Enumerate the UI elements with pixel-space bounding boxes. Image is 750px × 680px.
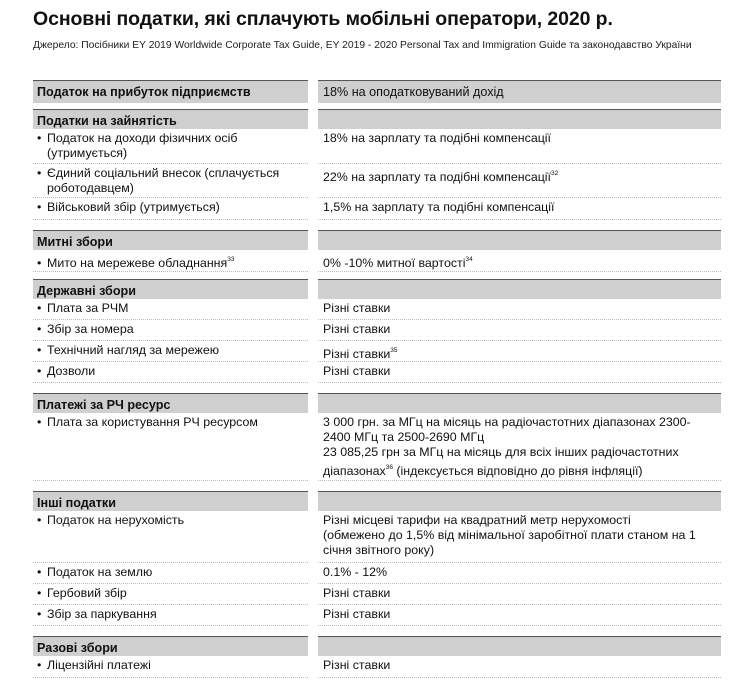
bullet: • (37, 364, 42, 378)
bullet: • (37, 200, 42, 214)
section-header-row (33, 279, 721, 299)
tax-name (33, 250, 308, 272)
tax-name-line1: Військовий збір (утримується) (47, 200, 220, 214)
section-header-row (33, 491, 721, 511)
tax-name-line1: Ліцензійні платежі (47, 658, 151, 672)
tax-value (318, 198, 721, 220)
section-header-row (33, 80, 721, 103)
tax-value (318, 584, 721, 605)
section-header-value: 18% на оподатковуваний дохід (318, 80, 721, 103)
tax-value-text: Різні ставки (323, 322, 391, 336)
table-row (33, 299, 721, 320)
table-row (33, 129, 721, 164)
tax-value (318, 362, 721, 383)
tax-name (33, 511, 308, 563)
tax-value-text: Різні ставки (323, 607, 391, 621)
tax-name (33, 198, 308, 220)
tax-name-line1: Мито на мережеве обладнання (47, 256, 228, 270)
tax-name (33, 129, 308, 164)
tax-name (33, 563, 308, 584)
tax-name (33, 320, 308, 341)
bullet: • (37, 658, 42, 672)
footnote-ref: 36 (385, 464, 393, 471)
table-row (33, 413, 721, 481)
section-header: Державні збори (33, 279, 308, 299)
table-row (33, 164, 721, 198)
footnote-ref: 34 (465, 256, 473, 263)
bullet: • (37, 256, 42, 270)
tax-name-line1: Гербовий збір (47, 586, 127, 600)
tax-value-line2: (обмежено до 1,5% від мінімальної заробітної плати станом на 1 (323, 528, 696, 542)
tax-name-line2: роботодавцем) (47, 181, 134, 195)
bullet: • (37, 607, 42, 621)
section-header-row (33, 230, 721, 250)
tax-value-line2: 2400 МГц та 2500-2690 МГц (323, 430, 485, 444)
table-row (33, 605, 721, 626)
tax-table (33, 80, 721, 678)
tax-value-line4: діапазонах (323, 464, 386, 478)
bullet: • (37, 513, 42, 527)
footnote-ref: 33 (227, 256, 235, 263)
tax-name-line1: Плата за РЧМ (47, 301, 129, 315)
tax-name-line1: Податок на доходи фізичних осіб (47, 131, 238, 145)
tax-value-text: Різні ставки (323, 364, 391, 378)
tax-name-line1: Технічний нагляд за мережею (47, 343, 219, 357)
tax-value-line1: 3 000 грн. за МГц на місяць на радіочастотних діапазонах 2300- (323, 415, 691, 429)
bullet: • (37, 322, 42, 336)
section-header: Податки на зайнятість (33, 109, 308, 129)
tax-name-line1: Податок на нерухомість (47, 513, 185, 527)
tax-value-line3: 23 085,25 грн за МГц на місяць для всіх інших радіочастотних (323, 445, 679, 459)
tax-value (318, 320, 721, 341)
section-header: Інші податки (33, 491, 308, 511)
bullet: • (37, 565, 42, 579)
table-row (33, 320, 721, 341)
tax-name (33, 362, 308, 383)
table-row (33, 563, 721, 584)
tax-value-text: 0.1% - 12% (323, 565, 388, 579)
tax-name (33, 341, 308, 362)
tax-value (318, 129, 721, 164)
tax-name-line1: Єдиний соціальний внесок (сплачується (47, 166, 280, 180)
tax-name (33, 584, 308, 605)
tax-name (33, 164, 308, 198)
tax-value-line1: Різні місцеві тарифи на квадратний метр нерухомості (323, 513, 631, 527)
tax-value (318, 511, 721, 563)
tax-value-text: 1,5% на зарплату та подібні компенсації (323, 200, 555, 214)
tax-value (318, 413, 721, 481)
tax-value-text: Різні ставки (323, 658, 391, 672)
tax-name-line1: Дозволи (47, 364, 96, 378)
bullet: • (37, 586, 42, 600)
tax-value (318, 341, 721, 362)
source-note: Джерело: Посібники EY 2019 Worldwide Corporate Tax Guide, EY 2019 - 2020 Personal Tax and Immigration Guide та законодавство України (33, 40, 692, 51)
section-header-row (33, 109, 721, 129)
tax-name (33, 605, 308, 626)
bullet: • (37, 166, 42, 180)
bullet: • (37, 415, 42, 429)
tax-value-text: 22% на зарплату та подібні компенсації (323, 170, 551, 184)
section-header: Митні збори (33, 230, 308, 250)
table-row (33, 198, 721, 220)
table-row (33, 511, 721, 563)
section-header: Платежі за РЧ ресурс (33, 393, 308, 413)
bullet: • (37, 301, 42, 315)
tax-name-line2: (утримується) (47, 146, 128, 160)
tax-name (33, 656, 308, 678)
tax-value-text: Різні ставки (323, 301, 391, 315)
tax-value-text: Різні ставки (323, 586, 391, 600)
table-row (33, 341, 721, 362)
table-row (33, 250, 721, 272)
tax-value (318, 250, 721, 272)
tax-value (318, 605, 721, 626)
section-header-value (318, 636, 721, 656)
tax-name (33, 299, 308, 320)
tax-name-line1: Податок на землю (47, 565, 153, 579)
tax-value (318, 164, 721, 198)
table-row (33, 362, 721, 383)
section-header-value (318, 393, 721, 413)
tax-name-line1: Збір за паркування (47, 607, 157, 621)
footnote-ref: 32 (551, 170, 559, 177)
table-row (33, 584, 721, 605)
section-header: Разові збори (33, 636, 308, 656)
section-header: Податок на прибуток підприємств (33, 80, 308, 103)
bullet: • (37, 131, 42, 145)
tax-value (318, 563, 721, 584)
tax-value-text: 18% на зарплату та подібні компенсації (323, 131, 551, 145)
section-header-value (318, 279, 721, 299)
tax-value-text: 0% -10% митної вартості (323, 256, 466, 270)
section-header-value (318, 230, 721, 250)
tax-value-line3: січня звітного року) (323, 543, 435, 557)
section-header-value (318, 491, 721, 511)
section-header-row (33, 636, 721, 656)
footnote-ref: 35 (390, 347, 398, 354)
bullet: • (37, 343, 42, 357)
tax-name (33, 413, 308, 481)
tax-value (318, 656, 721, 678)
table-row (33, 656, 721, 678)
section-header-value (318, 109, 721, 129)
section-header-row (33, 393, 721, 413)
tax-value-text: Різні ставки (323, 347, 391, 361)
tax-name-line1: Плата за користування РЧ ресурсом (47, 415, 258, 429)
tax-name-line1: Збір за номера (47, 322, 134, 336)
tax-value (318, 299, 721, 320)
tax-value-line4-rest: (індексується відповідно до рівня інфляції) (392, 464, 643, 478)
page-title: Основні податки, які сплачують мобільні оператори, 2020 р. (33, 8, 613, 30)
